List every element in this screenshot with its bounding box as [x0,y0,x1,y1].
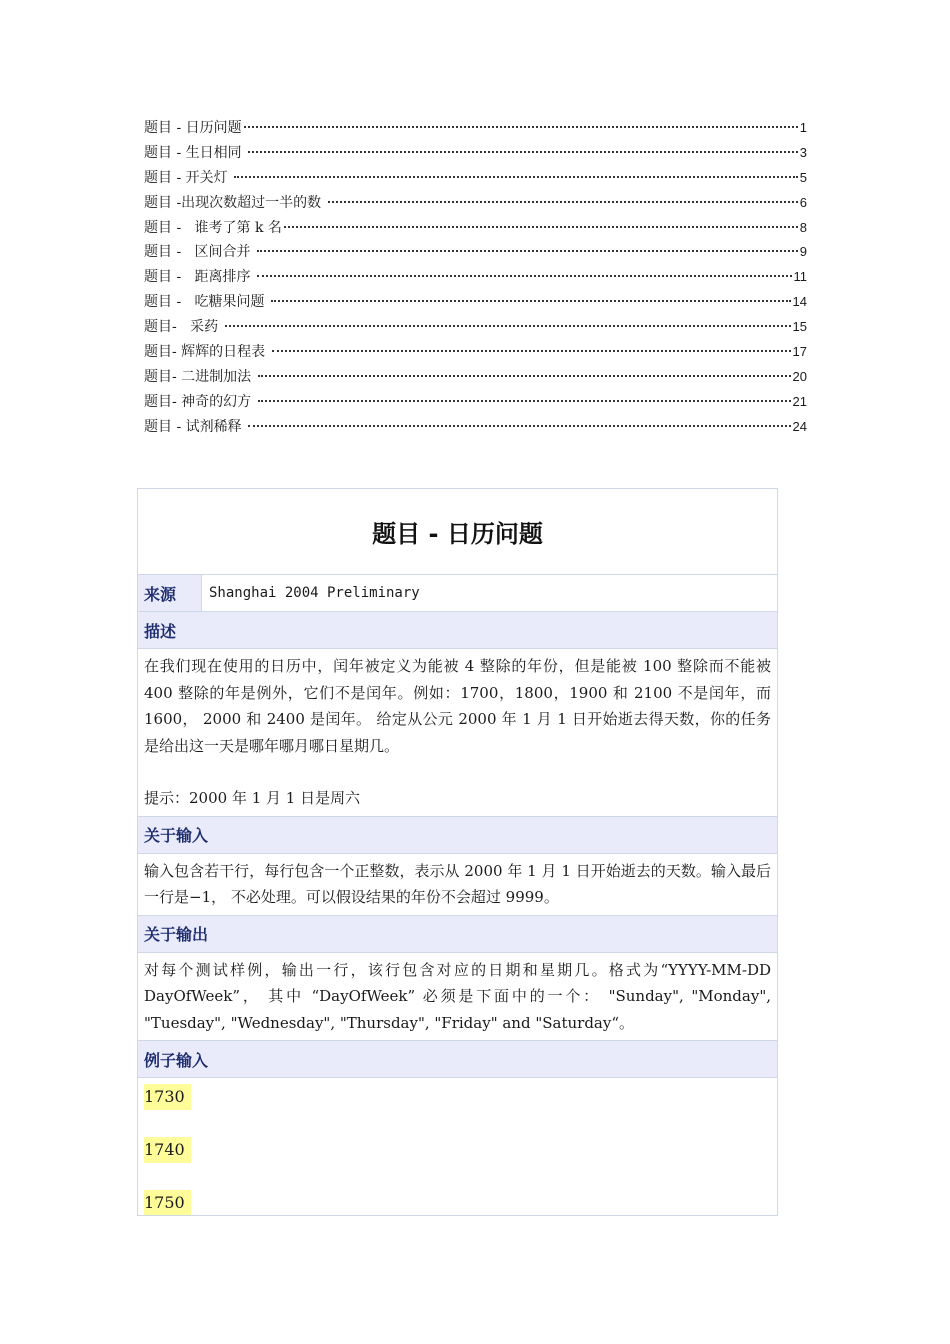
toc-entry-page: 9 [799,244,807,260]
toc-leader-dots [248,411,790,427]
toc-entry-page: 6 [799,194,807,210]
output-heading: 关于输出 [138,916,777,953]
toc-entry-page: 24 [792,418,807,434]
toc-leader-dots [225,311,791,327]
toc-entry-title: 题目- 采药 [144,319,223,336]
toc-entry-title: 题目 - 日历问题 [144,120,242,136]
toc-entry-title: 题目 - 谁考了第 k 名 [144,219,282,236]
toc-entry-title: 题目 - 开关灯 [144,169,233,186]
toc-leader-dots [244,112,798,128]
output-text: 对每个测试样例，输出一行，该行包含对应的日期和星期几。格式为“YYYY-MM-DD DayOfWeek”， 其中 “DayOfWeek” 必须是下面中的一个： "Sunday", "Monday", "Tuesday", "Wednesday", "Thursday", "Friday" and "Saturday“。 [144,960,771,1032]
toc-leader-dots [328,187,798,203]
toc-entry-title: 题目 - 区间合并 [144,244,255,261]
toc-entry[interactable] [144,415,807,440]
toc-leader-dots [234,162,798,178]
sample-input-line: 1740 [144,1137,191,1163]
toc-entry-title: 题目 - 距离排序 [144,269,255,286]
source-label: 来源 [138,575,202,611]
toc-entry-title: 题目- 辉辉的日程表 [144,344,270,361]
output-body [138,953,777,1042]
problem-title: 题目 - 日历问题 [138,489,777,575]
toc-leader-dots [258,361,791,377]
sample-input-body [138,1078,777,1216]
toc-entry-title: 题目- 二进制加法 [144,368,256,385]
toc-entry-page: 5 [799,169,807,185]
toc-entry-page: 1 [799,120,807,135]
toc-entry-page: 20 [792,368,807,384]
hint-text: 提示：2000 年 1 月 1 日是周六 [144,789,361,807]
toc-leader-dots [258,386,791,402]
toc-entry-page: 11 [793,269,807,285]
input-text: 输入包含若干行，每行包含一个正整数，表示从 2000 年 1 月 1 日开始逝去的天数。输入最后一行是−1， 不必处理。可以假设结果的年份不会超过 9999。 [144,861,771,906]
toc-leader-dots [248,137,798,153]
description-text: 在我们现在使用的日历中，闰年被定义为能被 4 整除的年份，但是能被 100 整除而不能被 400 整除的年是例外，它们不是闰年。例如：1700，1800，1900 和 2100 不是闰年，而 1600， 2000 和 2400 是闰年。 给定从公元 2000 年 1 月 1 日开始逝去得天数，你的任务是给出这一天是哪年哪月哪日星期几。 [144,657,771,755]
toc-leader-dots [257,261,792,277]
toc-leader-dots [284,212,798,228]
input-heading: 关于输入 [138,817,777,854]
toc-leader-dots [271,286,791,302]
toc-entry-page: 3 [799,144,807,160]
toc-leader-dots [272,336,791,352]
toc-entry-title: 题目- 神奇的幻方 [144,393,256,410]
sample-input-line: 1730 [144,1084,191,1110]
toc-entry-page: 8 [799,219,807,235]
description-heading: 描述 [138,612,777,649]
sample-input-heading: 例子输入 [138,1041,777,1078]
toc-entry-page: 15 [792,319,807,335]
toc-entry-title: 题目 - 生日相同 [144,144,247,161]
toc-entry-title: 题目 - 试剂稀释 [144,418,247,435]
input-body [138,854,777,916]
problem-panel [137,488,778,1216]
toc-entry-page: 14 [792,294,807,310]
source-value: Shanghai 2004 Preliminary [209,585,420,601]
toc-leader-dots [257,236,798,252]
toc-entry-title: 题目 -出现次数超过一半的数 [144,194,326,211]
sample-input-line: 1750 [144,1190,191,1216]
table-of-contents [144,116,807,440]
toc-entry-page: 21 [792,393,807,409]
source-row [138,575,777,612]
description-body [138,649,777,817]
toc-entry-page: 17 [792,344,807,360]
toc-entry-title: 题目 - 吃糖果问题 [144,294,269,311]
